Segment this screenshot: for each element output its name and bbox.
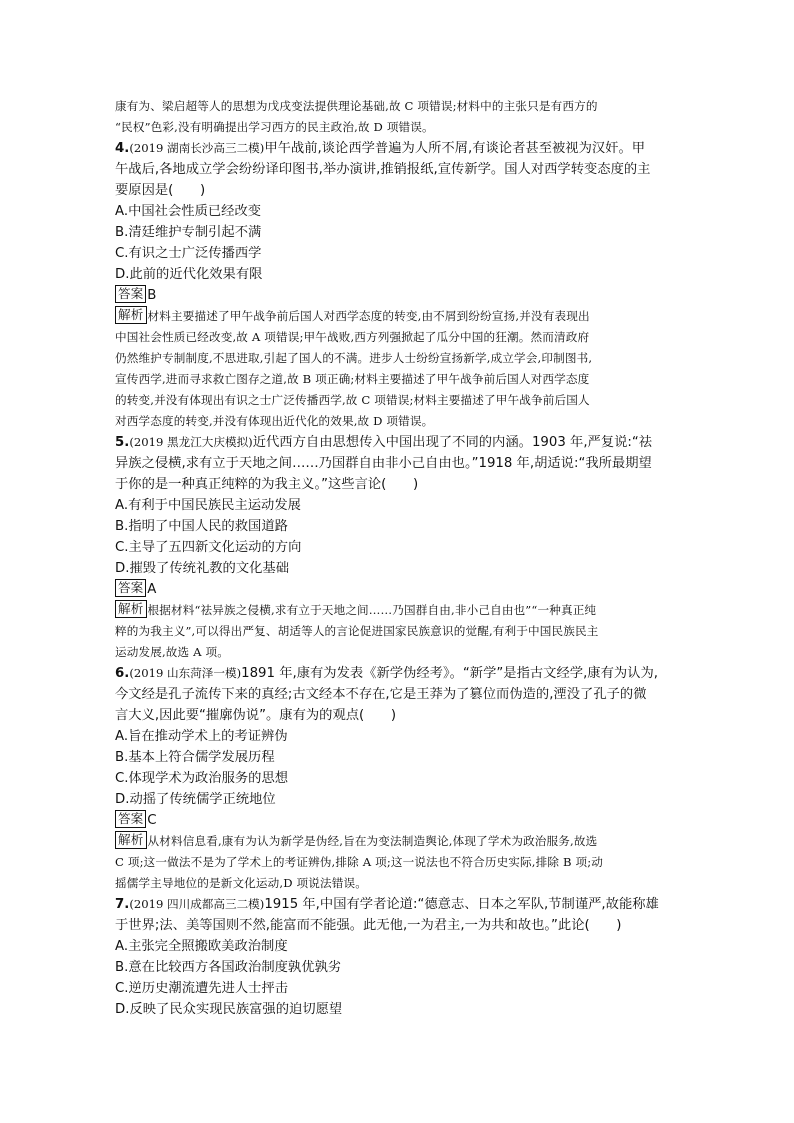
option-d: D.此前的近代化效果有限 (115, 267, 263, 282)
analysis-label: 解析 (115, 831, 147, 849)
analysis-label: 解析 (115, 600, 147, 618)
analysis-line: 粹的为我主义”,可以得出严复、胡适等人的言论促进国家民族意识的觉醒,有利于中国民族民主 (115, 624, 599, 638)
question-stem-line: 于你的是一种真正纯粹的为我主义。”这些言论( ) (115, 477, 419, 492)
option-c: C.有识之士广泛传播西学 (115, 246, 262, 261)
analysis-line: 中国社会性质已经改变,故 A 项错误;甲午战败,西方列强掀起了瓜分中国的狂潮。然而清政府 (115, 330, 590, 344)
question-number: 7. (115, 897, 130, 912)
question-number: 5. (115, 435, 130, 450)
stem-text: 1915 年,中国有学者论道:“德意志、日本之军队,节制谨严,故能称雄 (264, 897, 659, 912)
answer-label: 答案 (115, 810, 146, 828)
question-stem-line: 异族之侵横,求有立于天地之间……乃国群自由非小己自由也。”1918 年,胡适说:“我所最期望 (115, 456, 652, 471)
question-source: (2019 山东菏泽一模) (129, 666, 242, 680)
analysis-line: 仍然维护专制制度,不思进取,引起了国人的不满。进步人士纷纷宣扬新学,成立学会,印制图书, (115, 351, 593, 365)
answer-line (115, 579, 683, 600)
question-stem-line: 今文经是孔子流传下来的真经;古文经本不存在,它是王莽为了篡位而伪造的,湮没了孔子的微 (115, 687, 647, 702)
question-stem-line: 要原因是( ) (115, 183, 206, 198)
analysis-block (115, 306, 683, 432)
option-c: C.逆历史潮流遭先进人士抨击 (115, 981, 289, 996)
option-a: A.旨在推动学术上的考证辨伪 (115, 729, 288, 744)
option-a: A.有利于中国民族民主运动发展 (115, 498, 301, 513)
stem-text: 近代西方自由思想传入中国出现了不同的内涵。1903 年,严复说:“祛 (252, 435, 653, 450)
stem-text: 甲午战前,谈论西学普遍为人所不屑,有谈论者甚至被视为汉奸。甲 (264, 141, 646, 156)
option-c: C.体现学术为政治服务的思想 (115, 771, 289, 786)
answer-line (115, 285, 683, 306)
analysis-block (115, 831, 683, 894)
answer-line (115, 810, 683, 831)
option-b: B.意在比较西方各国政治制度孰优孰劣 (115, 960, 342, 975)
analysis-label: 解析 (115, 306, 147, 324)
answer-value: C (147, 813, 157, 828)
question-number: 4. (115, 141, 130, 156)
analysis-line: 解析 材料主要描述了甲午战争前后国人对西学态度的转变,由不屑到纷纷宣扬,并没有表现出 (115, 306, 683, 327)
stem-text: 1891 年,康有为发表《新学伪经考》。“新学”是指古文经学,康有为认为, (241, 666, 659, 681)
analysis-line: 摇儒学主导地位的是新文化运动,D 项说法错误。 (115, 876, 367, 890)
question-source: (2019 湖南长沙高三二模) (129, 141, 265, 155)
option-b: B.基本上符合儒学发展历程 (115, 750, 275, 765)
analysis-line: “民权”色彩,没有明确提出学习西方的民主政治,故 D 项错误。 (115, 120, 434, 134)
question-stem-line (115, 894, 683, 915)
option-a: A.中国社会性质已经改变 (115, 204, 262, 219)
question-source: (2019 四川成都高三二模) (129, 897, 265, 911)
answer-label: 答案 (115, 285, 146, 303)
answer-value: A (147, 582, 157, 597)
option-d: D.动摇了传统儒学正统地位 (115, 792, 276, 807)
option-b: B.清廷维护专制引起不满 (115, 225, 262, 240)
option-d: D.摧毁了传统礼教的文化基础 (115, 561, 290, 576)
option-d: D.反映了民众实现民族富强的迫切愿望 (115, 1002, 343, 1017)
analysis-line: 解析 根据材料“祛异族之侵横,求有立于天地之间……乃国群自由,非小己自由也”“一种真正纯 (115, 600, 683, 621)
analysis-line: 宣传西学,进而寻求救亡图存之道,故 B 项正确;材料主要描述了甲午战争前后国人对西学态度 (115, 372, 590, 386)
question-number: 6. (115, 666, 130, 681)
question-6 (115, 663, 683, 894)
analysis-line: 康有为、梁启超等人的思想为戊戌变法提供理论基础,故 C 项错误;材料中的主张只是有西方的 (115, 99, 598, 113)
option-b: B.指明了中国人民的救国道路 (115, 519, 288, 534)
question-source: (2019 黑龙江大庆模拟) (129, 435, 253, 449)
carryover-analysis (115, 96, 683, 138)
question-4 (115, 138, 683, 432)
answer-label: 答案 (115, 579, 146, 597)
question-stem-line (115, 138, 683, 159)
analysis-line: 的转变,并没有体现出有识之士广泛传播西学,故 C 项错误;材料主要描述了甲午战争前后国人 (115, 393, 590, 407)
analysis-line: 解析 从材料信息看,康有为认为新学是伪经,旨在为变法制造舆论,体现了学术为政治服务,故选 (115, 831, 683, 852)
question-stem-line (115, 663, 683, 684)
analysis-block (115, 600, 683, 663)
answer-value: B (147, 288, 157, 303)
question-7 (115, 894, 683, 1020)
analysis-line: C 项;这一做法不是为了学术上的考证辨伪,排除 A 项;这一说法也不符合历史实际,排除 B 项;动 (115, 855, 604, 869)
question-stem-line: 言大义,因此要“摧廓伪说”。康有为的观点( ) (115, 708, 397, 723)
option-c: C.主导了五四新文化运动的方向 (115, 540, 302, 555)
question-5 (115, 432, 683, 663)
question-stem-line: 午战后,各地成立学会纷纷译印图书,举办演讲,推销报纸,宣传新学。国人对西学转变态度的主 (115, 162, 651, 177)
analysis-line: 运动发展,故选 A 项。 (115, 645, 229, 659)
option-a: A.主张完全照搬欧美政治制度 (115, 939, 288, 954)
question-stem-line: 于世界;法、美等国则不然,能富而不能强。此无他,一为君主,一为共和故也。”此论( ) (115, 918, 622, 933)
question-stem-line (115, 432, 683, 453)
document-page (115, 96, 683, 1020)
analysis-line: 对西学态度的转变,并没有体现出近代化的效果,故 D 项错误。 (115, 414, 434, 428)
